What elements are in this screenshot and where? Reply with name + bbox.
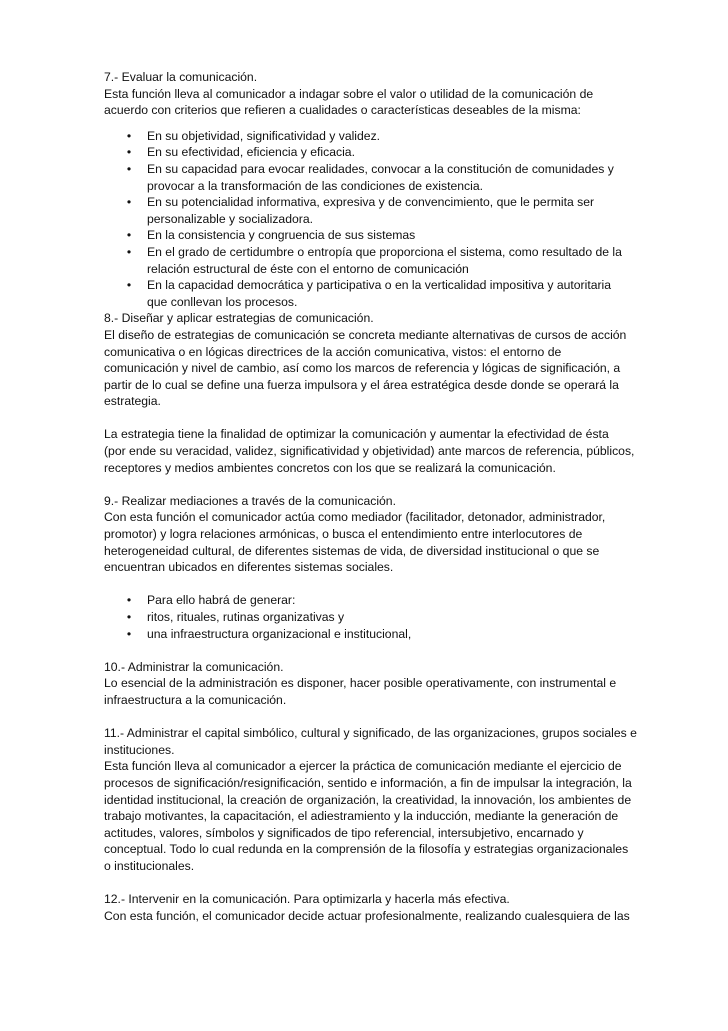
list-item: • En su efectividad, eficiencia y eficacia. — [104, 144, 688, 161]
bullet-icon: • — [126, 610, 132, 624]
list-item: • En la capacidad democrática y participativa o en la verticalidad impositiva y autoritaria que conllevan los procesos. — [104, 277, 688, 310]
paragraph-line: conceptual. Todo lo cual redunda en la comprensión de la filosofía y estrategias organizacionales — [104, 842, 629, 857]
paragraph-line: identidad institucional, la creación de organización, la creatividad, la innovación, los ambientes de — [104, 792, 632, 807]
list-item: • En el grado de certidumbre o entropía que proporciona el sistema, como resultado de la relación estructural de éste con el entorno de comunicación — [104, 244, 688, 277]
section-heading: instituciones. — [104, 742, 175, 757]
list-item: • Para ello habrá de generar: — [104, 592, 688, 609]
section-12 — [104, 891, 688, 924]
section-9 — [104, 493, 688, 576]
paragraph-line: heterogeneidad cultural, de diferentes sistemas de vida, de diversidad institucional o que se — [104, 543, 600, 558]
paragraph-line: actitudes, valores, símbolos y significados de tipo referencial, intersubjetivo, encarnado y — [104, 825, 584, 840]
section-heading: 9.- Realizar mediaciones a través de la comunicación. — [104, 493, 396, 508]
section-8 — [104, 310, 688, 410]
paragraph-line: partir de lo cual se define una fuerza impulsora y el área estratégica desde donde se operará la — [104, 377, 619, 392]
section-8-paragraph-2 — [104, 426, 688, 476]
paragraph-line: Lo esencial de la administración es disponer, hacer posible operativamente, con instrumental e — [104, 676, 617, 691]
section-heading: 12.- Intervenir en la comunicación. Para optimizarla y hacerla más efectiva. — [104, 892, 510, 907]
paragraph-line: Con esta función, el comunicador decide actuar profesionalmente, realizando cualesquiera de las — [104, 908, 630, 923]
bullet-icon: • — [126, 128, 132, 143]
list-item: • En su objetividad, significatividad y validez. — [104, 128, 688, 145]
list-item: • una infraestructura organizacional e institucional, — [104, 626, 688, 643]
bullet-icon: • — [126, 161, 132, 176]
bullet-icon: • — [126, 278, 132, 293]
paragraph-line: Esta función lleva al comunicador a ejercer la práctica de comunicación mediante el ejercicio de — [104, 759, 622, 774]
paragraph-line: (por ende su veracidad, validez, significatividad y objetividad) ante marcos de referencia, públicos, — [104, 444, 635, 459]
bullet-list — [104, 128, 688, 311]
section-heading: 11.- Administrar el capital simbólico, cultural y significado, de las organizaciones, grupos sociales e — [104, 726, 637, 741]
paragraph-line: o institucionales. — [104, 858, 195, 873]
section-11 — [104, 725, 688, 874]
bullet-icon: • — [126, 244, 132, 259]
paragraph-line: comunicativa o en lógicas directrices de la acción comunicativa, vistos: el entorno de — [104, 344, 562, 359]
paragraph-line: estrategia. — [104, 394, 161, 409]
paragraph-line: Esta función lleva al comunicador a indagar sobre el valor o utilidad de la comunicación de — [104, 86, 594, 101]
paragraph-line: comunicación y nivel de cambio, así como los marcos de referencia y lógicas de significación, a — [104, 361, 621, 376]
list-item: • En su potencialidad informativa, expresiva y de convencimiento, que le permita ser personalizable y socializadora. — [104, 194, 688, 227]
paragraph-line: promotor) y logra relaciones armónicas, o busca el entendimiento entre interlocutores de — [104, 527, 583, 542]
paragraph-line: trabajo motivantes, la capacitación, el adiestramiento y la inducción, mediante la generación de — [104, 809, 619, 824]
paragraph-line: La estrategia tiene la finalidad de optimizar la comunicación y aumentar la efectividad de ésta — [104, 427, 609, 442]
bullet-icon: • — [126, 593, 132, 608]
section-heading: 7.- Evaluar la comunicación. — [104, 70, 258, 84]
paragraph-line: procesos de significación/resignificación, sentido e información, a fin de impulsar la integración, la — [104, 775, 632, 790]
paragraph-line: Con esta función el comunicador actúa como mediador (facilitador, detonador, administrador, — [104, 510, 606, 525]
section-10 — [104, 659, 688, 709]
paragraph-line: acuerdo con criterios que refieren a cualidades o características deseables de la misma: — [104, 103, 581, 118]
section-heading: 10.- Administrar la comunicación. — [104, 659, 284, 674]
section-7 — [104, 69, 688, 310]
bullet-icon: • — [126, 228, 132, 243]
list-item: • ritos, rituales, rutinas organizativas y — [104, 609, 688, 626]
bullet-icon: • — [126, 145, 132, 160]
list-item: • En la consistencia y congruencia de sus sistemas — [104, 227, 688, 244]
bullet-icon: • — [126, 195, 132, 210]
list-item: • En su capacidad para evocar realidades, convocar a la constitución de comunidades y provocar a la transformación de las condiciones de existencia. — [104, 161, 688, 194]
bullet-icon: • — [126, 626, 132, 641]
paragraph-line: infraestructura a la comunicación. — [104, 692, 287, 707]
paragraph-line: receptores y medios ambientes concretos con los que se realizará la comunicación. — [104, 460, 556, 475]
paragraph-line: encuentran ubicados en diferentes sistemas sociales. — [104, 560, 394, 575]
bullet-list — [104, 592, 688, 642]
paragraph-line: El diseño de estrategias de comunicación se concreta mediante alternativas de cursos de acción — [104, 327, 627, 342]
section-heading: 8.- Diseñar y aplicar estrategias de comunicación. — [104, 311, 374, 326]
